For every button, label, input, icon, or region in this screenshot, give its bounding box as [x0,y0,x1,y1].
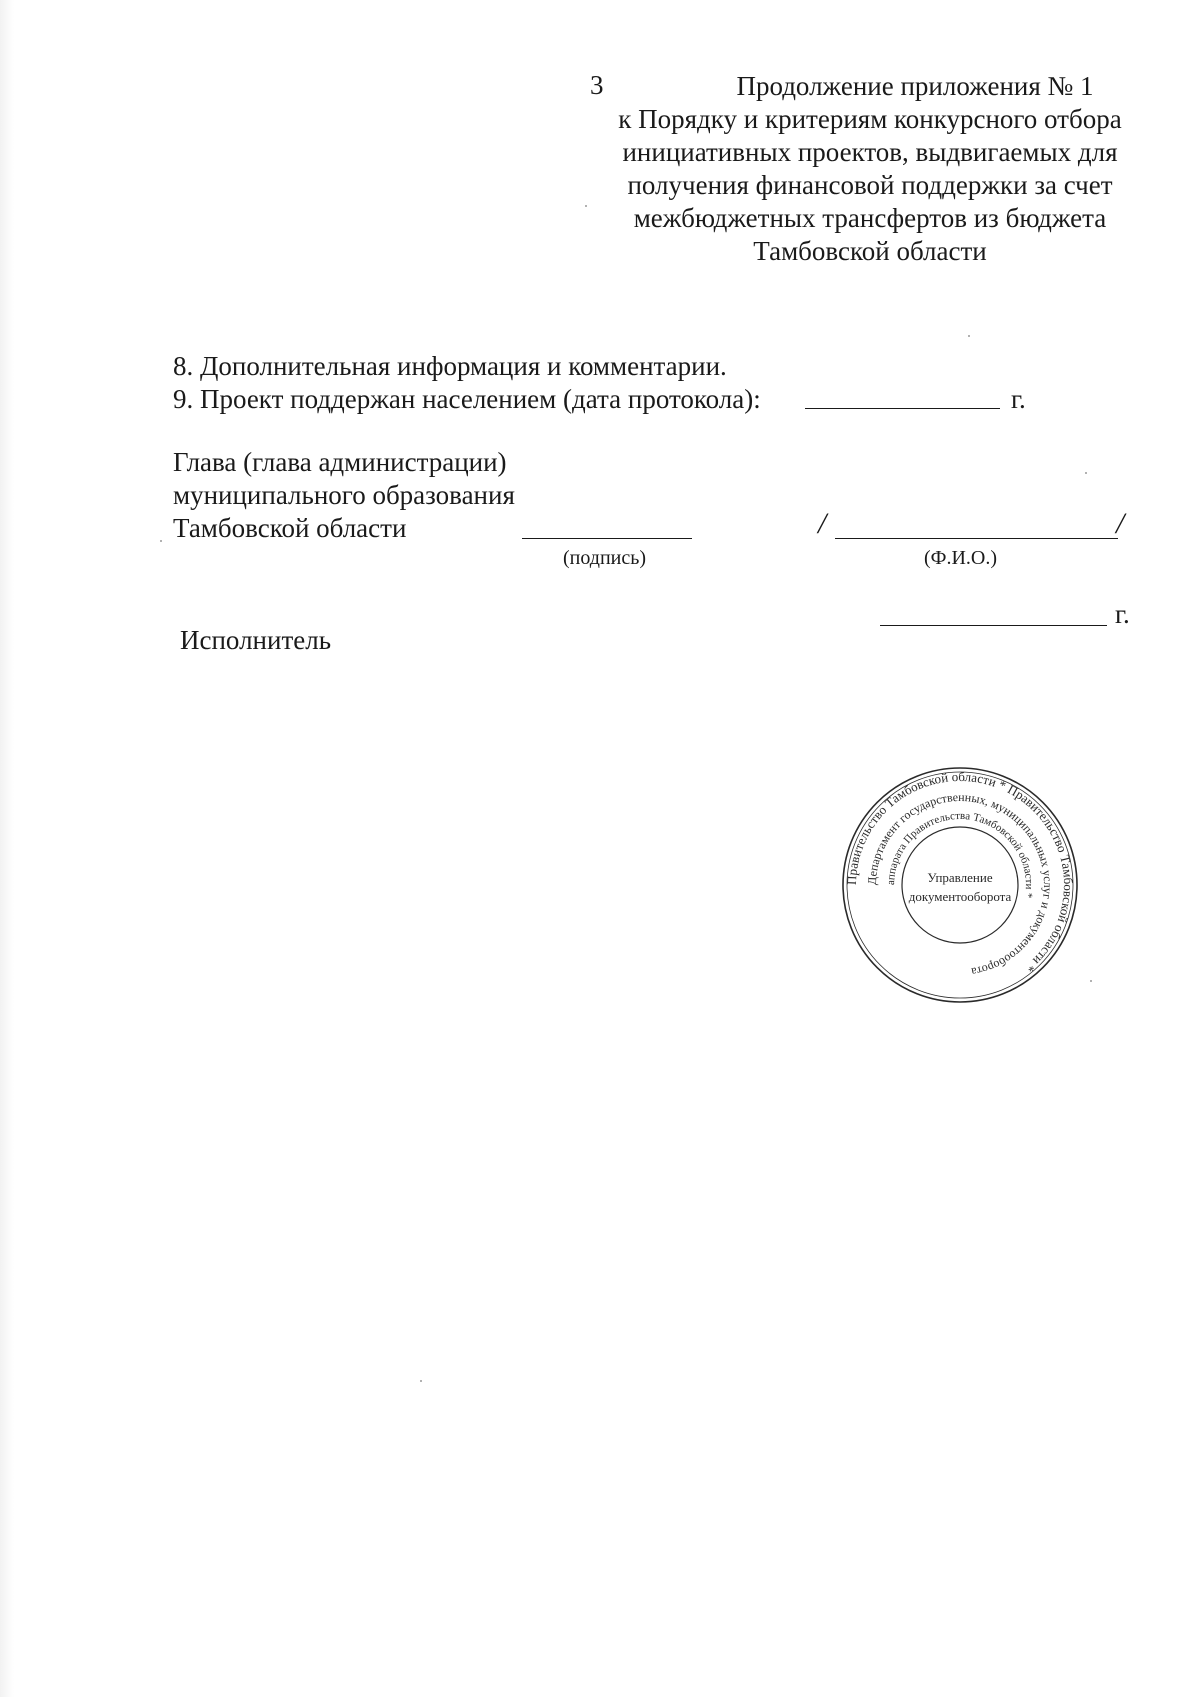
header-line: межбюджетных трансфертов из бюджета [633,203,1107,233]
item-9-text: 9. Проект поддержан населением (дата протокола): [173,384,761,414]
scan-speck [585,205,587,207]
official-seal [840,765,1080,1005]
scan-speck [968,335,970,337]
signature-caption: (подпись) [563,547,647,569]
scan-edge [0,0,14,1697]
fio-slash-right: / [1116,507,1125,540]
fio-caption: (Ф.И.О.) [924,547,998,569]
seal-graphic [840,765,1080,1005]
seal-center-line-1: Управление [927,870,993,885]
scan-speck [1085,472,1087,474]
header-line: инициативных проектов, выдвигаемых для [622,137,1118,167]
page-number: 3 [590,70,604,100]
protocol-date-line [805,408,1000,409]
signatory-line-1: Глава (глава администрации) [173,447,507,477]
header-line: к Порядку и критериям конкурсного отбора [618,104,1122,134]
scan-speck [160,540,162,542]
signatory-line-3: Тамбовской области [173,513,407,543]
date-line [880,625,1107,626]
appendix-header [590,70,1150,268]
seal-center-line-2: документооборота [908,889,1012,904]
fio-line [835,538,1118,539]
item-8-text: 8. Дополнительная информация и комментарии. [173,351,727,381]
signatory-line-2: муниципального образования [173,480,515,510]
executor-label: Исполнитель [180,625,332,655]
date-suffix: г. [1115,599,1130,629]
item-9-suffix: г. [1011,384,1026,414]
header-line: Продолжение приложения № 1 [736,71,1094,101]
header-line: Тамбовской области [753,236,987,266]
fio-slash-left: / [818,507,827,540]
scan-speck [420,1380,422,1382]
scan-speck [1090,980,1092,982]
header-line: получения финансовой поддержки за счет [627,170,1113,200]
seal-outer-text: Правительство Тамбовской области * Правительство Тамбовской области * [843,768,1077,976]
seal-inner-text: аппарата Правительства Тамбовской области * [884,809,1036,899]
signature-line [522,538,692,539]
seal-middle-text: Департамент государственных, муниципальных услуг и документооборота [864,789,1056,980]
